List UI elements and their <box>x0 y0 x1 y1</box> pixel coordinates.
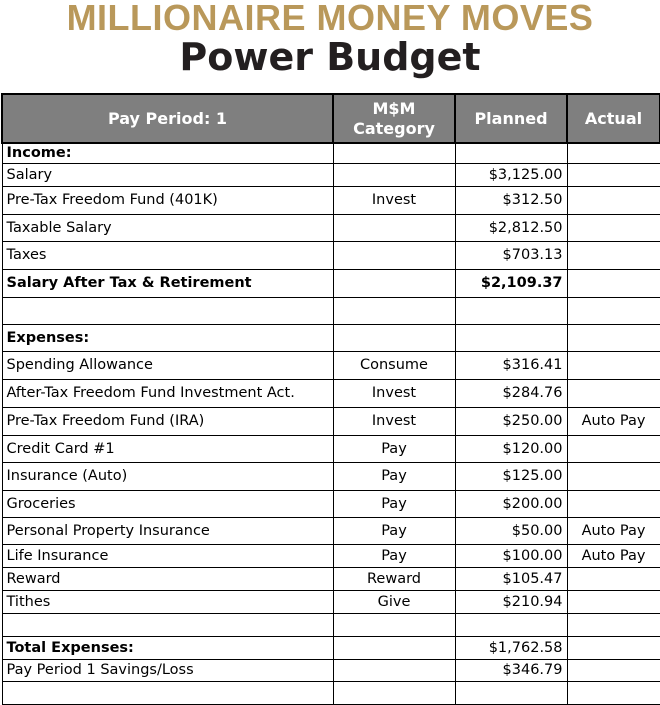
table-row <box>2 636 660 659</box>
row-planned-amount: $3,125.00 <box>455 163 567 186</box>
row-category <box>333 143 455 163</box>
table-row <box>2 681 660 704</box>
budget-table <box>1 93 660 705</box>
row-category: Pay <box>333 544 455 567</box>
row-actual <box>567 613 660 636</box>
row-planned-amount: $284.76 <box>455 379 567 407</box>
brand-title: MILLIONAIRE MONEY MOVES <box>66 0 594 38</box>
row-item-label <box>2 297 333 324</box>
table-row <box>2 613 660 636</box>
row-actual <box>567 241 660 269</box>
table-row <box>2 435 660 462</box>
table-row <box>2 517 660 544</box>
row-planned-amount: $210.94 <box>455 590 567 613</box>
row-actual <box>567 590 660 613</box>
table-row <box>2 490 660 517</box>
row-item-label: Expenses: <box>2 324 333 351</box>
row-item-label: Taxable Salary <box>2 214 333 241</box>
table-row <box>2 186 660 214</box>
row-item-label <box>2 681 333 704</box>
row-planned-amount <box>455 297 567 324</box>
row-actual <box>567 567 660 590</box>
table-row <box>2 567 660 590</box>
row-item-label: Credit Card #1 <box>2 435 333 462</box>
row-category: Invest <box>333 186 455 214</box>
row-actual <box>567 143 660 163</box>
row-item-label: Personal Property Insurance <box>2 517 333 544</box>
row-planned-amount <box>455 143 567 163</box>
table-row <box>2 324 660 351</box>
row-planned-amount: $312.50 <box>455 186 567 214</box>
table-row <box>2 297 660 324</box>
column-header-actual: Actual <box>567 94 660 143</box>
table-row <box>2 462 660 490</box>
row-category <box>333 163 455 186</box>
row-planned-amount: $250.00 <box>455 407 567 435</box>
row-planned-amount: $316.41 <box>455 351 567 379</box>
row-actual: Auto Pay <box>567 544 660 567</box>
row-planned-amount <box>455 681 567 704</box>
row-actual <box>567 351 660 379</box>
column-header-planned: Planned <box>455 94 567 143</box>
row-category: Invest <box>333 379 455 407</box>
row-category: Pay <box>333 462 455 490</box>
row-item-label: Taxes <box>2 241 333 269</box>
row-category <box>333 214 455 241</box>
table-row <box>2 590 660 613</box>
row-actual <box>567 214 660 241</box>
row-category <box>333 324 455 351</box>
row-item-label: After-Tax Freedom Fund Investment Act. <box>2 379 333 407</box>
row-item-label: Total Expenses: <box>2 636 333 659</box>
row-category <box>333 613 455 636</box>
row-category: Consume <box>333 351 455 379</box>
row-actual <box>567 435 660 462</box>
table-row <box>2 241 660 269</box>
row-planned-amount <box>455 613 567 636</box>
row-item-label: Salary <box>2 163 333 186</box>
row-category <box>333 659 455 681</box>
header-row <box>2 94 660 143</box>
budget-table-body <box>2 143 660 704</box>
row-actual <box>567 186 660 214</box>
row-category <box>333 269 455 297</box>
row-item-label: Pre-Tax Freedom Fund (IRA) <box>2 407 333 435</box>
row-planned-amount: $120.00 <box>455 435 567 462</box>
table-row <box>2 143 660 163</box>
row-actual <box>567 681 660 704</box>
row-item-label: Pre-Tax Freedom Fund (401K) <box>2 186 333 214</box>
row-planned-amount: $1,762.58 <box>455 636 567 659</box>
row-actual <box>567 462 660 490</box>
row-category: Invest <box>333 407 455 435</box>
row-actual <box>567 490 660 517</box>
row-planned-amount: $2,812.50 <box>455 214 567 241</box>
row-item-label: Insurance (Auto) <box>2 462 333 490</box>
row-category: Give <box>333 590 455 613</box>
row-actual: Auto Pay <box>567 517 660 544</box>
row-actual <box>567 379 660 407</box>
table-row <box>2 544 660 567</box>
row-actual <box>567 324 660 351</box>
row-item-label: Reward <box>2 567 333 590</box>
row-item-label: Life Insurance <box>2 544 333 567</box>
row-item-label: Income: <box>2 143 333 163</box>
table-row <box>2 351 660 379</box>
row-category: Pay <box>333 517 455 544</box>
table-row <box>2 379 660 407</box>
column-header-category: M$M Category <box>333 94 455 143</box>
row-planned-amount: $125.00 <box>455 462 567 490</box>
row-planned-amount: $346.79 <box>455 659 567 681</box>
row-actual <box>567 297 660 324</box>
row-item-label: Salary After Tax & Retirement <box>2 269 333 297</box>
row-planned-amount: $703.13 <box>455 241 567 269</box>
row-planned-amount: $200.00 <box>455 490 567 517</box>
table-row <box>2 407 660 435</box>
row-category: Pay <box>333 490 455 517</box>
row-planned-amount: $50.00 <box>455 517 567 544</box>
row-item-label: Spending Allowance <box>2 351 333 379</box>
row-item-label <box>2 613 333 636</box>
row-actual <box>567 163 660 186</box>
row-actual: Auto Pay <box>567 407 660 435</box>
table-row <box>2 163 660 186</box>
row-planned-amount <box>455 324 567 351</box>
row-category: Reward <box>333 567 455 590</box>
row-actual <box>567 659 660 681</box>
row-category <box>333 297 455 324</box>
table-row <box>2 659 660 681</box>
row-category <box>333 681 455 704</box>
page-title: Power Budget <box>179 35 481 79</box>
row-item-label: Tithes <box>2 590 333 613</box>
table-row <box>2 269 660 297</box>
row-item-label: Groceries <box>2 490 333 517</box>
row-planned-amount: $2,109.37 <box>455 269 567 297</box>
row-category <box>333 241 455 269</box>
column-header-pay-period: Pay Period: 1 <box>2 94 333 143</box>
row-actual <box>567 269 660 297</box>
row-planned-amount: $100.00 <box>455 544 567 567</box>
row-category: Pay <box>333 435 455 462</box>
table-row <box>2 214 660 241</box>
row-item-label: Pay Period 1 Savings/Loss <box>2 659 333 681</box>
row-planned-amount: $105.47 <box>455 567 567 590</box>
row-category <box>333 636 455 659</box>
row-actual <box>567 636 660 659</box>
